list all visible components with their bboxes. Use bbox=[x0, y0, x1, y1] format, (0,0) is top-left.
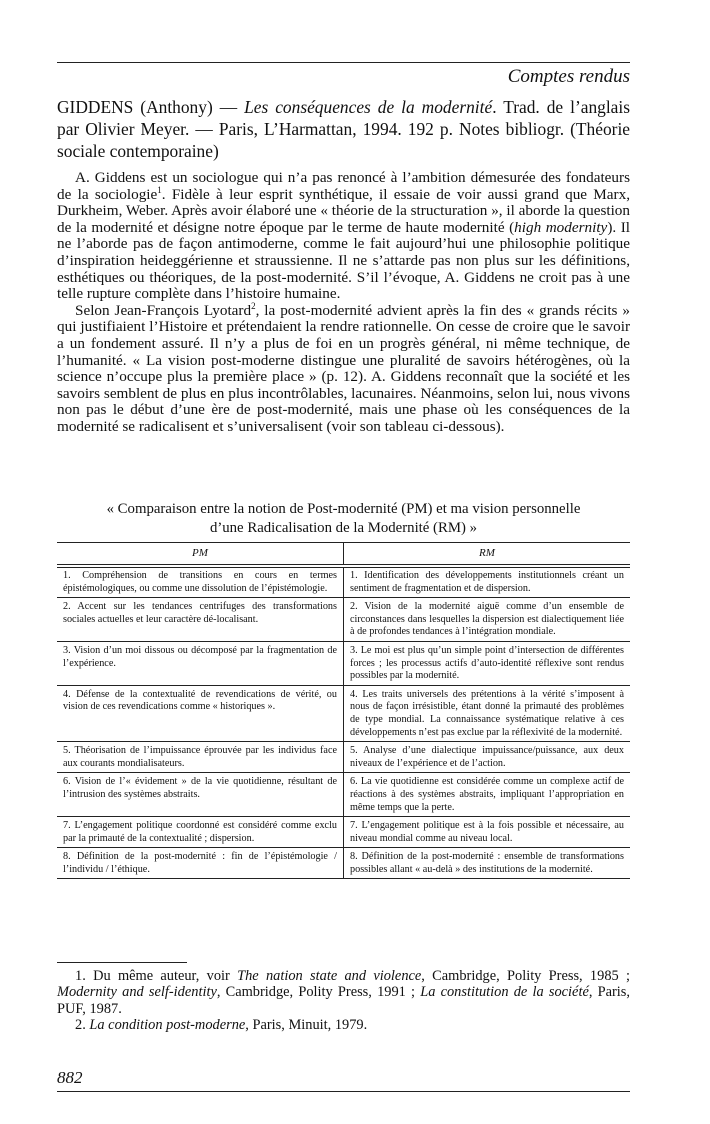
table-row: 8. Définition de la post-modernité : fin de l’épistémologie / l’individu / l’éthique. 8. Définition de la post-modernité : ensemble de transformations possibles allant « au-delà » des institutions de la modernité. bbox=[57, 848, 630, 879]
reference-title: Les conséquences de la modernité bbox=[244, 97, 493, 117]
column-header-rm: RM bbox=[344, 543, 631, 567]
paragraph-1: A. Giddens est un sociologue qui n’a pas renoncé à l’ambition démesurée des fondateurs de la sociologie$^1$. Fidèle à leur esprit synthétique, il essaie de voir aussi grand que Marx, Durkheim, Weber. Après avoir élaboré une « théorie de la structuration », il aborde la question de la modernité et désigne notre époque par le terme de haute modernité (high modernity). Il ne l’aborde pas de façon antimoderne, comme le fait aujourd’hui une philosophie politique d’inspiration heideggérienne et straussienne. Il ne s’attarde pas non plus sur les définitions, esthétiques ou théoriques, de la post-modernité. S’il l’évoque, A. Giddens ne croit pas à une telle rupture complète dans l’histoire humaine. bbox=[57, 169, 630, 303]
footnote-ref-1: 1 bbox=[157, 184, 162, 195]
bottom-rule bbox=[57, 1091, 630, 1092]
column-header-pm: PM bbox=[57, 543, 344, 567]
footnote-2: 2. La condition post-moderne, Paris, Minuit, 1979. bbox=[75, 1017, 368, 1034]
table-row: 1. Compréhension de transitions en cours en termes épistémologiques, ou comme une dissolution de l’épistémologie. 1. Identification des développements institutionnels créant un sentiment de fragmentation et de dispersion. bbox=[57, 566, 630, 598]
reference-author: GIDDENS (Anthony) — bbox=[57, 97, 245, 117]
top-rule bbox=[57, 62, 630, 63]
table-row: 3. Vision d’un moi dissous ou décomposé par la fragmentation de l’expérience. 3. Le moi est plus qu’un simple point d’intersection de différentes forces ; les processus actifs d’auto-identité réflexive sont rendus possibles par la modernité. bbox=[57, 641, 630, 685]
paragraph-2: Selon Jean-François Lyotard$^2$, la post-modernité advient après la fin des « grands récits » qui justifiaient l’Histoire et prétendaient la rendre rationnelle. On cesse de croire que le savoir a un fondement assuré. Il n’y a plus de foi en un progrès général, ni même technique, de l’humanité. « La vision post-moderne distingue une pluralité de savoirs hétérogènes, où la science n’occupe plus la première place » (p. 12). A. Giddens reconnaît que la société et les savoirs semblent de plus en plus incontrôlables, lacunaires. Néanmoins, selon lui, nous vivons non pas le début d’une ère de post-modernité, mais une phase où les conséquences de la modernité se radicalisent et s’universalisent (voir son tableau ci-dessous). bbox=[57, 300, 630, 435]
section-title: Comptes rendus bbox=[507, 66, 630, 87]
reference-details: . Trad. de l’anglais par Olivier Meyer. — Paris, L’Harmattan, 1994. 192 p. Notes bibliogr. (Théorie sociale contemporaine) bbox=[57, 97, 630, 161]
table-row: 5. Théorisation de l’impuissance éprouvée par les individus face aux courants mondialisateurs. 5. Analyse d’une dialectique impuissance/puissance, aux deux niveaux de l’expérience et de l’action. bbox=[57, 742, 630, 773]
page-number: 882 bbox=[57, 1068, 83, 1087]
comparison-table bbox=[57, 542, 630, 879]
table-row: 4. Défense de la contextualité de revendications de vérité, ou vision de ces revendications comme « historiques ». 4. Les traits universels des prétentions à la vérité s’imposent à nous de façon irrésistible, étant donné la primauté des problèmes de type mondial. La connaissance systématique relative à ces développements n’est pas exclue par la réflexivité de la modernité. bbox=[57, 685, 630, 741]
footnotes bbox=[57, 968, 630, 1034]
table-caption: « Comparaison entre la notion de Post-modernité (PM) et ma vision personnelle d’une Radicalisation de la Modernité (RM) » bbox=[106, 501, 581, 536]
footnote-1: 1. Du même auteur, voir The nation state and violence, Cambridge, Polity Press, 1985 ; Modernity and self-identity, Cambridge, Polity Press, 1991 ; La constitution de la société, Paris, PUF, 1987. bbox=[57, 968, 631, 1017]
footnote-ref-2: 2 bbox=[251, 300, 256, 311]
table-row: 7. L’engagement politique coordonné est considéré comme exclu par la primauté de la contextualité ; dispersion. 7. L’engagement politique est à la fois possible et nécessaire, au niveau mondial comme au niveau local. bbox=[57, 817, 630, 848]
table-row: 2. Accent sur les tendances centrifuges des transformations sociales actuelles et leur caractère dé-localisant. 2. Vision de la modernité aiguë comme d’un ensemble de circonstances dans lesquelles la dispersion est dialectiquement liée à de profondes tendances à l’intégration mondiale. bbox=[57, 598, 630, 642]
book-reference bbox=[57, 96, 630, 162]
footnote-rule bbox=[57, 962, 187, 963]
review-body bbox=[57, 170, 630, 436]
table-row: 6. Vision de l’« évidement » de la vie quotidienne, résultant de l’intrusion des systèmes abstraits. 6. La vie quotidienne est considérée comme un complexe actif de réactions à des systèmes abstraits, impliquant l’appropriation en même temps que la perte. bbox=[57, 773, 630, 817]
